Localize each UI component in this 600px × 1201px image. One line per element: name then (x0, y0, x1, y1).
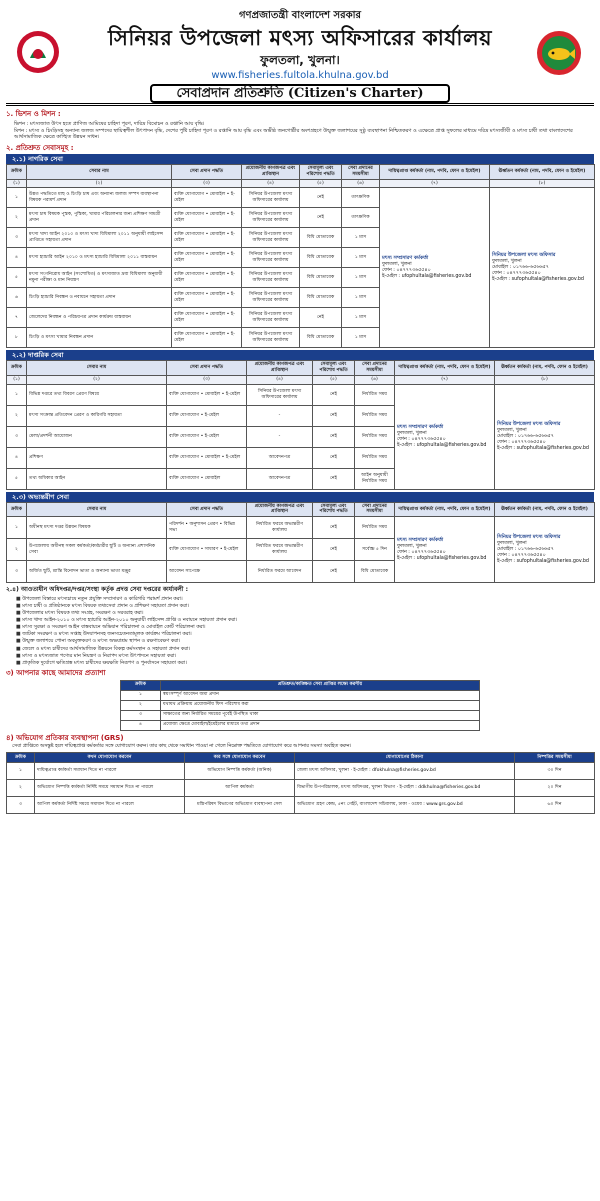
cell-method: আবেদন সাপেক্ষে (167, 561, 247, 583)
expectations-table (120, 680, 480, 731)
office-title: সিনিয়র উপজেলা মৎস্য অফিসারের কার্যালয় (107, 25, 493, 50)
cell-name: মৎস্য খাদ্য আইন ২০১০ ও মৎস্য খাদ্য বিধিমালা ২০১১ অনুযায়ী লাইসেন্স প্রাপ্তিতে সহায়তা প্রদান (27, 228, 172, 248)
col-sl: ক্রমিক (7, 361, 27, 375)
officer-email[interactable]: ই-মেইল : ufophultala@fisheries.gov.bd (397, 442, 487, 448)
cell-docs: নির্ধারিত ফরমে অভ্যন্তরীণ কার্যালয় (247, 539, 313, 561)
officer-phone: ফোন : ০৪৭৭৭৩৬৫৫৪০ (397, 549, 446, 555)
cell-docs: সিনিয়র উপজেলা মৎস্য অফিসারের কার্যালয় (242, 208, 300, 228)
officer-place: ফুলতলা, খুলনা (397, 543, 427, 549)
col-fee: সেবামূল্য এবং পরিশোধ পদ্ধতি (313, 361, 355, 375)
officer-contact (395, 517, 495, 583)
cell-sl: ১ (7, 517, 27, 539)
senior-place: ফুলতলা, খুলনা (497, 427, 527, 433)
col-officer: দায়িত্বপ্রাপ্ত কর্মকর্তা (নাম, পদবি, ফোন ও ইমেইল) (380, 165, 490, 179)
col-num: (৩) (167, 375, 247, 384)
table-row (7, 517, 595, 539)
cell-docs: সিনিয়র উপজেলা মৎস্য অফিসারের কার্যালয় (242, 228, 300, 248)
list-item: ■ উন্মুক্ত জলাশয়ে পোনা অবমুক্তকরণ ও মৎস্য অভয়াশ্রম স্থাপন ও রক্ষণাবেক্ষণ করা। (16, 638, 594, 644)
list-item: ■ মৎস্য চাষী ও প্রতিষ্ঠানকে মৎস্য বিষয়ক তথ্যসেবা প্রদান ও প্রশিক্ষণ সহায়তা প্রদান করা। (16, 603, 594, 609)
col-sl: ক্রমিক (121, 680, 161, 690)
col-num: (৭) (380, 179, 490, 188)
cell-fee: বিধি মোতাবেক (300, 248, 342, 268)
vision-text: ভিশন : মৎস্যজাত উৎস হতে প্রাণিজ আমিষের চাহিদা পূরণ, দারিদ্র বিমোচন ও রপ্তানি আয় বৃদ্ধি। (14, 120, 205, 127)
col-docs: প্রয়োজনীয় কাগজপত্র এবং প্রাপ্তিস্থান (242, 165, 300, 179)
cell-name: চিংড়ি হ্যাচারি নিবন্ধন ও নবায়নে সহায়তা প্রদান (27, 288, 172, 308)
cell-sl: ৩ (7, 426, 27, 447)
cell-time: নির্ধারিত সময় (355, 517, 395, 539)
officer-title: মৎস্য সম্প্রসারণ কর্মকর্তা (382, 255, 429, 261)
table-row (7, 188, 595, 208)
cell-who: মন্ত্রিপরিষদ বিভাগের অভিযোগ ব্যবস্থাপনা সেল (185, 797, 295, 814)
cell-name: বিভিন্ন দপ্তরে তথ্য বিবরণ প্রেরণ বিষয়ে (27, 384, 167, 405)
cell-time: নির্ধারিত সময় (355, 384, 395, 405)
col-method: সেবা প্রদান পদ্ধতি (172, 165, 242, 179)
cell-method: ব্যক্তি যোগাযোগ • মোবাইল • ই-মেইল (172, 288, 242, 308)
cell-fee: বিধি মোতাবেক (300, 228, 342, 248)
website-link[interactable]: www.fisheries.fultola.khulna.gov.bd (211, 69, 389, 81)
senior-email[interactable]: ই-মেইল : sufophultala@fisheries.gov.bd (497, 558, 589, 564)
col-name: সেবার নাম (27, 361, 167, 375)
officer-phone: ফোন : ০৪৭৭৭৩৬৫৫৪০ (397, 436, 446, 442)
col-docs: প্রয়োজনীয় কাগজপত্র এবং প্রাপ্তিস্থান (247, 502, 313, 516)
cell-sl: ১ (7, 763, 35, 780)
col-num: (৩) (172, 179, 242, 188)
cell-method: ব্যক্তি যোগাযোগ • মোবাইল (167, 468, 247, 489)
cell-sl: ২ (121, 700, 161, 710)
col-time: সেবা প্রদানের সময়সীমা (355, 361, 395, 375)
senior-email[interactable]: ই-মেইল : sufophultala@fisheries.gov.bd (497, 445, 589, 451)
cell-fee: বিধি মোতাবেক (300, 288, 342, 308)
col-who: কার সঙ্গে যোগাযোগ করবেন (185, 753, 295, 763)
cell-method: ব্যক্তি যোগাযোগ • মোবাইল • ই-মেইল (167, 447, 247, 468)
government-seal-icon (16, 30, 60, 74)
cell-time: নির্ধারিত সময় (355, 405, 395, 426)
cell-fee: নেই (300, 188, 342, 208)
vision-heading: ১. ভিশন ও মিশন : (6, 110, 61, 118)
cell-name: মৎস্য সংক্রান্ত প্রতিবেদন প্রেরণ ও কারিগরি সহায়তা (27, 405, 167, 426)
cell-fee: বিধি মোতাবেক (300, 328, 342, 348)
cell-time: আইন অনুযায়ী নির্ধারিত সময় (355, 468, 395, 489)
cell-address: বিভাগীয় উপপরিচালক, মৎস্য অধিদপ্তর, খুলনা বিভাগ · ই-মেইল : ddkhulna@fisheries.gov.bd (295, 780, 515, 797)
cell-who: অভিযোগ নিষ্পত্তি কর্মকর্তা (অনিক) (185, 763, 295, 780)
col-method: সেবা প্রদান পদ্ধতি (167, 361, 247, 375)
list-item: ■ জাটকা সংরক্ষণ ও মৎস্য সপ্তাহ উদযাপনসহ জনসচেতনতামূলক কার্যক্রম পরিচালনা করা। (16, 631, 594, 637)
cell-method: ব্যক্তি যোগাযোগ • মোবাইল • ই-মেইল (172, 208, 242, 228)
cell-docs: সিনিয়র উপজেলা মৎস্য অফিসারের কার্যালয় (242, 248, 300, 268)
senior-title: সিনিয়র উপজেলা মৎস্য অফিসার (492, 252, 556, 258)
table-row (121, 720, 480, 730)
cell-text: প্রযোজ্য ক্ষেত্রে মোবাইল/ইমেইলের মাধ্যমে তথ্য প্রদান (161, 720, 480, 730)
cell-text: যথাযথ প্রক্রিয়ায় প্রয়োজনীয় ফিস পরিশোধ করা (161, 700, 480, 710)
cell-time: ১ মাস (342, 248, 380, 268)
cell-fee: নেই (313, 384, 355, 405)
cell-sl: ৩ (7, 797, 35, 814)
officer-email[interactable]: ই-মেইল : ufophultala@fisheries.gov.bd (382, 273, 472, 279)
cell-fee: নেই (313, 539, 355, 561)
table-row (121, 690, 480, 700)
col-time: সেবা প্রদানের সময়সীমা (342, 165, 380, 179)
cell-docs: সিনিয়র উপজেলা মৎস্য অফিসারের কার্যালয় (247, 384, 313, 405)
cell-method: ব্যক্তি যোগাযোগ • ই-মেইল (167, 405, 247, 426)
officer-place: ফুলতলা, খুলনা (382, 261, 412, 267)
cell-address: জেলা মৎস্য অফিসার, খুলনা · ই-মেইল : dfokhulna@fisheries.gov.bd (295, 763, 515, 780)
cell-docs: - (247, 405, 313, 426)
cell-address: অভিযোগ গ্রহণ কেন্দ্র, ৫নং গেইট, বাংলাদেশ সচিবালয়, ঢাকা · ওয়েব : www.grs.gov.bd (295, 797, 515, 814)
col-docs: প্রয়োজনীয় কাগজপত্র এবং প্রাপ্তিস্থান (247, 361, 313, 375)
senior-contact (495, 517, 595, 583)
cell-time: ২০ দিন (515, 780, 595, 797)
cell-sl: ৪ (7, 248, 27, 268)
col-sl: ক্রমিক (7, 165, 27, 179)
col-num: (৬) (342, 179, 380, 188)
internal-services-heading: ২.৩) অভ্যন্তরীণ সেবা (6, 492, 594, 502)
grs-table (6, 752, 595, 814)
col-sl: ক্রমিক (7, 502, 27, 516)
cell-when: আপিল কর্মকর্তা নির্দিষ্ট সময়ে সমাধান দিতে না পারলে (35, 797, 185, 814)
cell-method: ব্যক্তি যোগাযোগ • মোবাইল • ই-মেইল (167, 384, 247, 405)
list-item: ■ প্রাকৃতিক দুর্যোগে ক্ষতিগ্রস্ত মৎস্য চাষীদের ক্ষয়ক্ষতি নিরূপণ ও পুনর্বাসনে সহায়তা করা। (16, 660, 594, 666)
cell-sl: ২ (7, 405, 27, 426)
senior-phone: ফোন : ০৪৭৭৭৩৬৫৫৪০ (492, 270, 541, 276)
cell-time: ৬০ দিন (515, 797, 595, 814)
cell-fee: নেই (313, 468, 355, 489)
col-num: (৫) (300, 179, 342, 188)
cell-method: পরিদর্শন • অনুশাসন প্রেরণ • বিভিন্ন সভা (167, 517, 247, 539)
citizen-services-table (6, 164, 595, 348)
col-time: সেবা প্রদানের সময়সীমা (355, 502, 395, 516)
cell-text: স্বয়ংসম্পূর্ণ আবেদন জমা প্রদান (161, 690, 480, 700)
table-row (7, 763, 595, 780)
cell-when: অভিযোগ নিষ্পত্তি কর্মকর্তা নির্দিষ্ট সময়ে সমাধান দিতে না পারলে (35, 780, 185, 797)
col-method: সেবা প্রদান পদ্ধতি (167, 502, 247, 516)
col-time: নিষ্পত্তির সময়সীমা (515, 753, 595, 763)
cell-sl: ১ (7, 384, 27, 405)
cell-sl: ৩ (121, 710, 161, 720)
cell-name: উন্নত পদ্ধতিতে মাছ ও চিংড়ি চাষ এবং অন্যান্য জলজ সম্পদ ব্যবস্থাপনা বিষয়ক পরামর্শ প্রদান (27, 188, 172, 208)
cell-method: ব্যক্তি যোগাযোগ • মোবাইল • ই-মেইল (172, 328, 242, 348)
cell-docs: সিনিয়র উপজেলা মৎস্য অফিসারের কার্যালয় (242, 268, 300, 288)
senior-contact (495, 384, 595, 489)
senior-phone: ফোন : ০৪৭৭৭৩৬৫৫৪০ (497, 552, 546, 558)
list-item: ■ মৎস্য ও মৎস্যজাত পণ্যের মান নিয়ন্ত্রণ ও নিরাপদ মৎস্য উৎপাদনে সহায়তা করা। (16, 653, 594, 659)
col-num: (৬) (355, 375, 395, 384)
cell-sl: ৪ (121, 720, 161, 730)
list-item: ■ মৎস্য সুরক্ষা ও সংরক্ষণ আইন বাস্তবায়নে অভিযান পরিচালনা ও মোবাইল কোর্ট পরিচালনা করা। (16, 624, 594, 630)
cell-name: অর্জিত ছুটি, শ্রান্তি বিনোদন ভাতা ও অন্যান্য ভাতা মঞ্জুর (27, 561, 167, 583)
cell-time: নির্ধারিত সময় (355, 426, 395, 447)
cell-time: সর্বোচ্চ ৫ দিন (355, 539, 395, 561)
cell-fee: নেই (313, 405, 355, 426)
cell-time: ১ মাস (342, 328, 380, 348)
table-row (7, 780, 595, 797)
col-num: (৪) (242, 179, 300, 188)
cell-sl: ১ (121, 690, 161, 700)
col-num: (১) (7, 375, 27, 384)
col-officer: দায়িত্বপ্রাপ্ত কর্মকর্তা (নাম, পদবি, ফোন ও ইমেইল) (395, 361, 495, 375)
cell-sl: ২ (7, 208, 27, 228)
table-row (7, 384, 595, 405)
government-name: গণপ্রজাতন্ত্রী বাংলাদেশ সরকার (239, 10, 361, 21)
table-row (121, 700, 480, 710)
cell-method: ব্যক্তি যোগাযোগ • মোবাইল • ই-মেইল (172, 268, 242, 288)
senior-mobile: মোবাইল : ০১৭৬৬-৬৫৬৬৫৭ (492, 264, 549, 270)
cell-method: ব্যক্তি যোগাযোগ • মোবাইল • ই-মেইল (172, 228, 242, 248)
office-location: ফুলতলা, খুলনা। (260, 52, 340, 67)
list-item: ■ উপজেলার মৎস্য বিষয়ক তথ্য সংগ্রহ, সংরক্ষণ ও সরবরাহ করা। (16, 610, 594, 616)
senior-contact (490, 188, 595, 348)
cell-method: ব্যক্তি যোগাযোগ • সাধারণ • ই-মেইল (167, 539, 247, 561)
officer-title: মৎস্য সম্প্রসারণ কর্মকর্তা (397, 424, 444, 430)
senior-mobile: মোবাইল : ০১৭৬৬-৬৫৬৬৫৭ (497, 546, 554, 552)
internal-services-table (6, 502, 595, 583)
cell-sl: ৪ (7, 447, 27, 468)
list-item: ■ জেলে ও মৎস্য চাষীদের আর্থসামাজিক উন্নয়নে বিকল্প কর্মসংস্থান ও সহায়তা প্রদান করা। (16, 646, 594, 652)
col-text: প্রতিশ্রুত/কাঙ্ক্ষিত সেবা প্রাপ্তির লক্ষ্যে করণীয় (161, 680, 480, 690)
cell-sl: ১ (7, 188, 27, 208)
col-senior: ঊর্ধ্বতন কর্মকর্তা (নাম, পদবি, ফোন ও ইমেইল) (495, 502, 595, 516)
grs-note: সেবা প্রাপ্তিতে অসন্তুষ্ট হলে দায়িত্বপ্রাপ্ত কর্মকর্তার সঙ্গে যোগাযোগ করুন। তার কাছ থেকে সমাধান পাওয়া না গেলে নিম্নোক্ত পদ্ধতিতে যোগাযোগ করে আপনার সমস্যা অবহিত করুন। (12, 744, 352, 750)
cell-fee: নেই (313, 426, 355, 447)
col-num: (৮) (495, 375, 595, 384)
cell-name: মেলা/প্রদর্শনী আয়োজন (27, 426, 167, 447)
institutional-services-table (6, 360, 595, 489)
divider (6, 103, 594, 106)
table-row (7, 797, 595, 814)
col-name: সেবার নাম (27, 502, 167, 516)
cell-time: ১ মাস (342, 288, 380, 308)
cell-name: উপজেলায় অধীনস্থ সকল কর্মকর্তা/কর্মচারীর ছুটি ও অন্যান্য প্রশাসনিক সেবা (27, 539, 167, 561)
officer-title: মৎস্য সম্প্রসারণ কর্মকর্তা (397, 537, 444, 543)
cell-sl: ৮ (7, 328, 27, 348)
cell-method: ব্যক্তি যোগাযোগ • মোবাইল • ই-মেইল (172, 248, 242, 268)
expectations-heading: ৩) আপনার কাছে আমাদের প্রত্যাশা (6, 668, 106, 677)
cell-fee: নেই (313, 517, 355, 539)
cell-docs: আবেদনপত্র (247, 468, 313, 489)
cell-who: আপিল কর্মকর্তা (185, 780, 295, 797)
cell-name: মৎস্য সংগনিরোধ আইন (সংশোধিত) ও মৎস্যজাত দ্রব্য বিধিমালা অনুযায়ী নমুনা পরীক্ষা ও মান নিয়ন্ত্রণ (27, 268, 172, 288)
senior-mobile: মোবাইল : ০১৭৬৬-৬৫৬৬৫৭ (497, 433, 554, 439)
cell-time: ১ মাস (342, 268, 380, 288)
col-num: (১) (7, 179, 27, 188)
cell-sl: ২ (7, 780, 35, 797)
col-num: (২) (27, 375, 167, 384)
senior-email[interactable]: ই-মেইল : sufophultala@fisheries.gov.bd (492, 276, 584, 282)
duties-list (16, 596, 594, 666)
cell-name: অধীনস্থ মৎস্য দপ্তর উন্নয়ন বিষয়ক (27, 517, 167, 539)
senior-place: ফুলতলা, খুলনা (497, 540, 527, 546)
cell-fee: নেই (313, 561, 355, 583)
col-officer: দায়িত্বপ্রাপ্ত কর্মকর্তা (নাম, পদবি, ফোন ও ইমেইল) (395, 502, 495, 516)
cell-time: বিধি মোতাবেক (355, 561, 395, 583)
senior-title: সিনিয়র উপজেলা মৎস্য অফিসার (497, 421, 561, 427)
list-item: ■ মৎস্য খাদ্য আইন-২০১০ ও মৎস্য হ্যাচারি আইন-২০১০ অনুযায়ী লাইসেন্স প্রাপ্তি ও নবায়নে সহায়তা প্রদান করা। (16, 617, 594, 623)
header (6, 10, 594, 100)
fisheries-logo-icon (536, 30, 582, 76)
cell-sl: ৫ (7, 268, 27, 288)
institutional-services-heading: ২.২) দাপ্তরিক সেবা (6, 350, 594, 360)
officer-email[interactable]: ই-মেইল : ufophultala@fisheries.gov.bd (397, 555, 487, 561)
services-heading: ২. প্রতিশ্রুত সেবাসমূহ : (6, 143, 74, 152)
cell-time: ১ মাস (342, 228, 380, 248)
cell-text: সাক্ষাতের জন্য নির্ধারিত সময়ের পূর্বেই উপস্থিত থাকা (161, 710, 480, 720)
cell-name: জেলেদের নিবন্ধন ও পরিচয়পত্র প্রদান কার্যক্রম বাস্তবায়ন (27, 308, 172, 328)
col-fee: সেবামূল্য এবং পরিশোধ পদ্ধতি (313, 502, 355, 516)
senior-place: ফুলতলা, খুলনা (492, 258, 522, 264)
cell-name: প্রশিক্ষণ (27, 447, 167, 468)
cell-docs: সিনিয়র উপজেলা মৎস্য অফিসারের কার্যালয় (242, 308, 300, 328)
col-num: (৪) (247, 375, 313, 384)
cell-time: তাৎক্ষণিক (342, 188, 380, 208)
col-sl: ক্রমিক (7, 753, 35, 763)
senior-title: সিনিয়র উপজেলা মৎস্য অফিসার (497, 534, 561, 540)
cell-time: ৩০ দিন (515, 763, 595, 780)
charter-title: সেবাপ্রদান প্রতিশ্রুতি (Citizen's Charter) (150, 84, 450, 103)
col-senior: ঊর্ধ্বতন কর্মকর্তা (নাম, পদবি, ফোন ও ইমেইল) (495, 361, 595, 375)
cell-sl: ৫ (7, 468, 27, 489)
list-item: ■ উপজেলা বিস্তারে মৎস্যচাষে নতুন প্রযুক্তি সম্প্রসারণ ও কারিগরি পরামর্শ প্রদান করা। (16, 596, 594, 602)
col-name: সেবার নাম (27, 165, 172, 179)
duties-heading: ২.৪) আওতাধীন অধিদপ্তর/দপ্তর/সংস্থা কর্তৃক প্রদত্ত সেবা দপ্তরের কার্যাবলী : (6, 586, 188, 594)
cell-sl: ২ (7, 539, 27, 561)
cell-docs: নির্ধারিত ফরমে অভ্যন্তরীণ কার্যালয় (247, 517, 313, 539)
cell-method: ব্যক্তি যোগাযোগ • মোবাইল • ই-মেইল (172, 188, 242, 208)
col-senior: ঊর্ধ্বতন কর্মকর্তা (নাম, পদবি, ফোন ও ইমেইল) (490, 165, 595, 179)
cell-docs: সিনিয়র উপজেলা মৎস্য অফিসারের কার্যালয় (242, 288, 300, 308)
cell-docs: আবেদনপত্র (247, 447, 313, 468)
senior-phone: ফোন : ০৪৭৭৭৩৬৫৫৪০ (497, 439, 546, 445)
citizen-services-heading: ২.১) নাগরিক সেবা (6, 154, 594, 164)
officer-place: ফুলতলা, খুলনা (397, 430, 427, 436)
cell-method: ব্যক্তি যোগাযোগ • ই-মেইল (167, 426, 247, 447)
col-address: যোগাযোগের ঠিকানা (295, 753, 515, 763)
cell-sl: ৩ (7, 561, 27, 583)
cell-fee: নেই (300, 308, 342, 328)
cell-method: ব্যক্তি যোগাযোগ • মোবাইল • ই-মেইল (172, 308, 242, 328)
cell-sl: ৩ (7, 228, 27, 248)
col-num: (২) (27, 179, 172, 188)
col-num: (৭) (395, 375, 495, 384)
grs-heading: ৪) অভিযোগ প্রতিকার ব্যবস্থাপনা (GRS) (6, 733, 124, 742)
cell-fee: নেই (300, 208, 342, 228)
cell-sl: ৭ (7, 308, 27, 328)
table-row (121, 710, 480, 720)
col-when: কখন যোগাযোগ করবেন (35, 753, 185, 763)
col-fee: সেবামূল্য এবং পরিশোধ পদ্ধতি (300, 165, 342, 179)
mission-text: মিশন : মৎস্য ও চিংড়িসহ অন্যান্য জলজ সম্পদের স্থায়িত্বশীল উৎপাদন বৃদ্ধি, দেশের পুষ্টি চাহিদা পূরণ ও রপ্তানি আয় বৃদ্ধি এবং অভীষ্ঠ জনগোষ্ঠীর অংশগ্রহণে উন্মুক্ত জলাশয়ের সুষ্ঠু ব্যবস্থাপনা নিশ্চিতকরণ ও এক্ষেত্রে প্রাপ্ত সুফলের মাধ্যমে দরিদ্র মৎস্যজীবী ও মৎস্য চাষী তথা বাংলাদেশের আর্থসামাজিক ক্ষেত্রে কাঙ্খিত উন্নয়ন সাধন। (14, 128, 573, 141)
cell-fee: নেই (313, 447, 355, 468)
cell-time: তাৎক্ষণিক (342, 208, 380, 228)
cell-fee: বিধি মোতাবেক (300, 268, 342, 288)
cell-docs: সিনিয়র উপজেলা মৎস্য অফিসারের কার্যালয় (242, 328, 300, 348)
col-num: (৫) (313, 375, 355, 384)
col-num: (৮) (490, 179, 595, 188)
officer-contact (380, 188, 490, 348)
cell-docs: সিনিয়র উপজেলা মৎস্য অফিসারের কার্যালয় (242, 188, 300, 208)
cell-sl: ৬ (7, 288, 27, 308)
cell-name: মৎস্য হ্যাচারি আইন ২০১০ ও মৎস্য হ্যাচারি বিধিমালা ২০১১ বাস্তবায়ন (27, 248, 172, 268)
cell-when: দায়িত্বপ্রাপ্ত কর্মকর্তা সমাধান দিতে না পারলে (35, 763, 185, 780)
cell-name: মৎস্য চাষ বিষয়ক পুস্তক, পুস্তিকা, খামার পরিচালনার জন্য প্রশিক্ষণ সামগ্রী প্রদান (27, 208, 172, 228)
cell-time: নির্ধারিত সময় (355, 447, 395, 468)
cell-docs: - (247, 426, 313, 447)
cell-time: ১ মাস (342, 308, 380, 328)
officer-phone: ফোন : ০৪৭৭৭৩৬৫৫৪০ (382, 267, 431, 273)
cell-name: চিংড়ি ও মৎস্য খামার নিবন্ধন প্রদান (27, 328, 172, 348)
cell-docs: নির্ধারিত ফরমে আবেদন (247, 561, 313, 583)
cell-name: তথ্য অধিকার আইন (27, 468, 167, 489)
officer-contact (395, 384, 495, 489)
